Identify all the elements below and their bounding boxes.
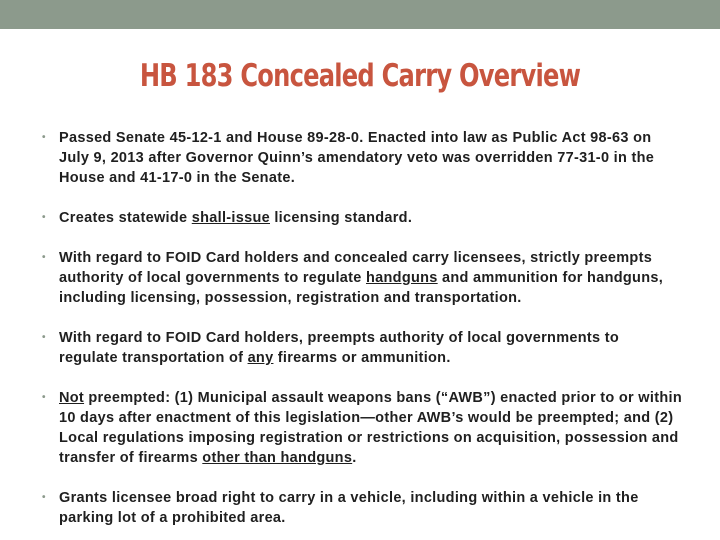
bullet-list	[42, 128, 682, 528]
bullet-item	[42, 208, 682, 228]
bullet-text: With regard to FOID Card holders, preempts authority of local governments to regulate transportation of	[59, 330, 620, 366]
bullet-dot-icon: •	[42, 392, 46, 403]
bullet-item	[42, 488, 682, 528]
bullet-item	[42, 248, 682, 308]
bullet-text: With regard to FOID Card holders and concealed carry licensees, strictly preempts authority of local governments to regulate	[59, 250, 653, 286]
bullet-item	[42, 128, 682, 188]
slide-title: HB 183 Concealed Carry Overview	[139, 58, 581, 94]
underlined-term: handguns	[365, 270, 438, 286]
bullet-dot-icon: •	[42, 332, 46, 343]
bullet-item	[42, 328, 682, 368]
bullet-text: licensing standard.	[270, 210, 413, 226]
bullet-dot-icon: •	[42, 252, 46, 263]
top-accent-bar	[0, 0, 720, 29]
bullet-text: firearms or ammunition.	[273, 350, 451, 366]
bullet-text: preempted: (1) Municipal assault weapons bans (“AWB”) enacted prior to or within 10 days after enactment of this legislation—other AWB’s would be preempted; and (2) Local regulations imposing registration or restrictions on acquisition, possession and transfer of firearms	[59, 390, 682, 466]
underlined-term: Not	[59, 390, 85, 406]
underlined-term: any	[247, 350, 274, 366]
bullet-dot-icon: •	[42, 132, 46, 143]
bullet-dot-icon: •	[42, 212, 46, 223]
bullet-dot-icon: •	[42, 492, 46, 503]
bullet-text: Grants licensee broad right to carry in a vehicle, including within a vehicle in the parking lot of a prohibited area.	[59, 490, 639, 526]
bullet-text: .	[352, 450, 357, 466]
bullet-item	[42, 388, 682, 468]
underlined-term: shall-issue	[191, 210, 270, 226]
bullet-text: Creates statewide	[59, 210, 192, 226]
bullet-text: and ammunition for handguns, including licensing, possession, registration and transportation.	[59, 270, 664, 306]
bullet-text: Passed Senate 45-12-1 and House 89-28-0. Enacted into law as Public Act 98-63 on July 9, 2013 after Governor Quinn’s amendatory veto was overridden 77-31-0 in the House and 41-17-0 in the Senate.	[59, 130, 655, 186]
underlined-term: other than handguns	[202, 450, 353, 466]
